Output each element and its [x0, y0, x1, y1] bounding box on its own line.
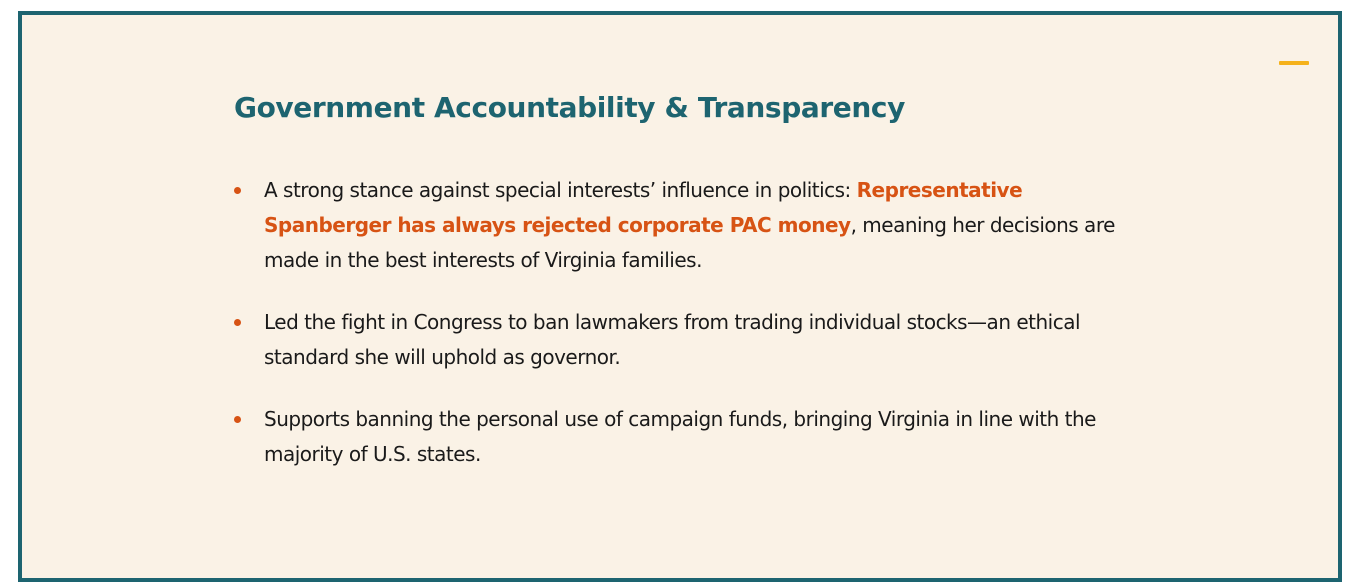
bullet-dot-icon: [234, 319, 241, 326]
bullet-item-stock-trading: [234, 305, 1134, 375]
section-title: Government Accountability & Transparency: [234, 91, 905, 124]
accountability-panel: [18, 11, 1342, 582]
accent-dash: [1279, 61, 1309, 65]
bullet-item-pac-money: [234, 173, 1134, 278]
bullet-text-after: , meaning her decisions are made in the best interests of Virginia families.: [264, 213, 1115, 272]
bullet-highlight: Representative Spanberger has always rejected corporate PAC money: [264, 178, 1023, 237]
bullet-dot-icon: [234, 416, 241, 423]
bullet-text: Supports banning the personal use of campaign funds, bringing Virginia in line with the majority of U.S. states.: [264, 407, 1096, 466]
bullet-text-before: A strong stance against special interests’ influence in politics:: [264, 178, 857, 202]
bullet-text: Led the fight in Congress to ban lawmakers from trading individual stocks—an ethical standard she will uphold as governor.: [264, 310, 1081, 369]
bullet-list: [234, 173, 1134, 499]
bullet-item-campaign-funds: [234, 402, 1134, 472]
bullet-dot-icon: [234, 187, 241, 194]
